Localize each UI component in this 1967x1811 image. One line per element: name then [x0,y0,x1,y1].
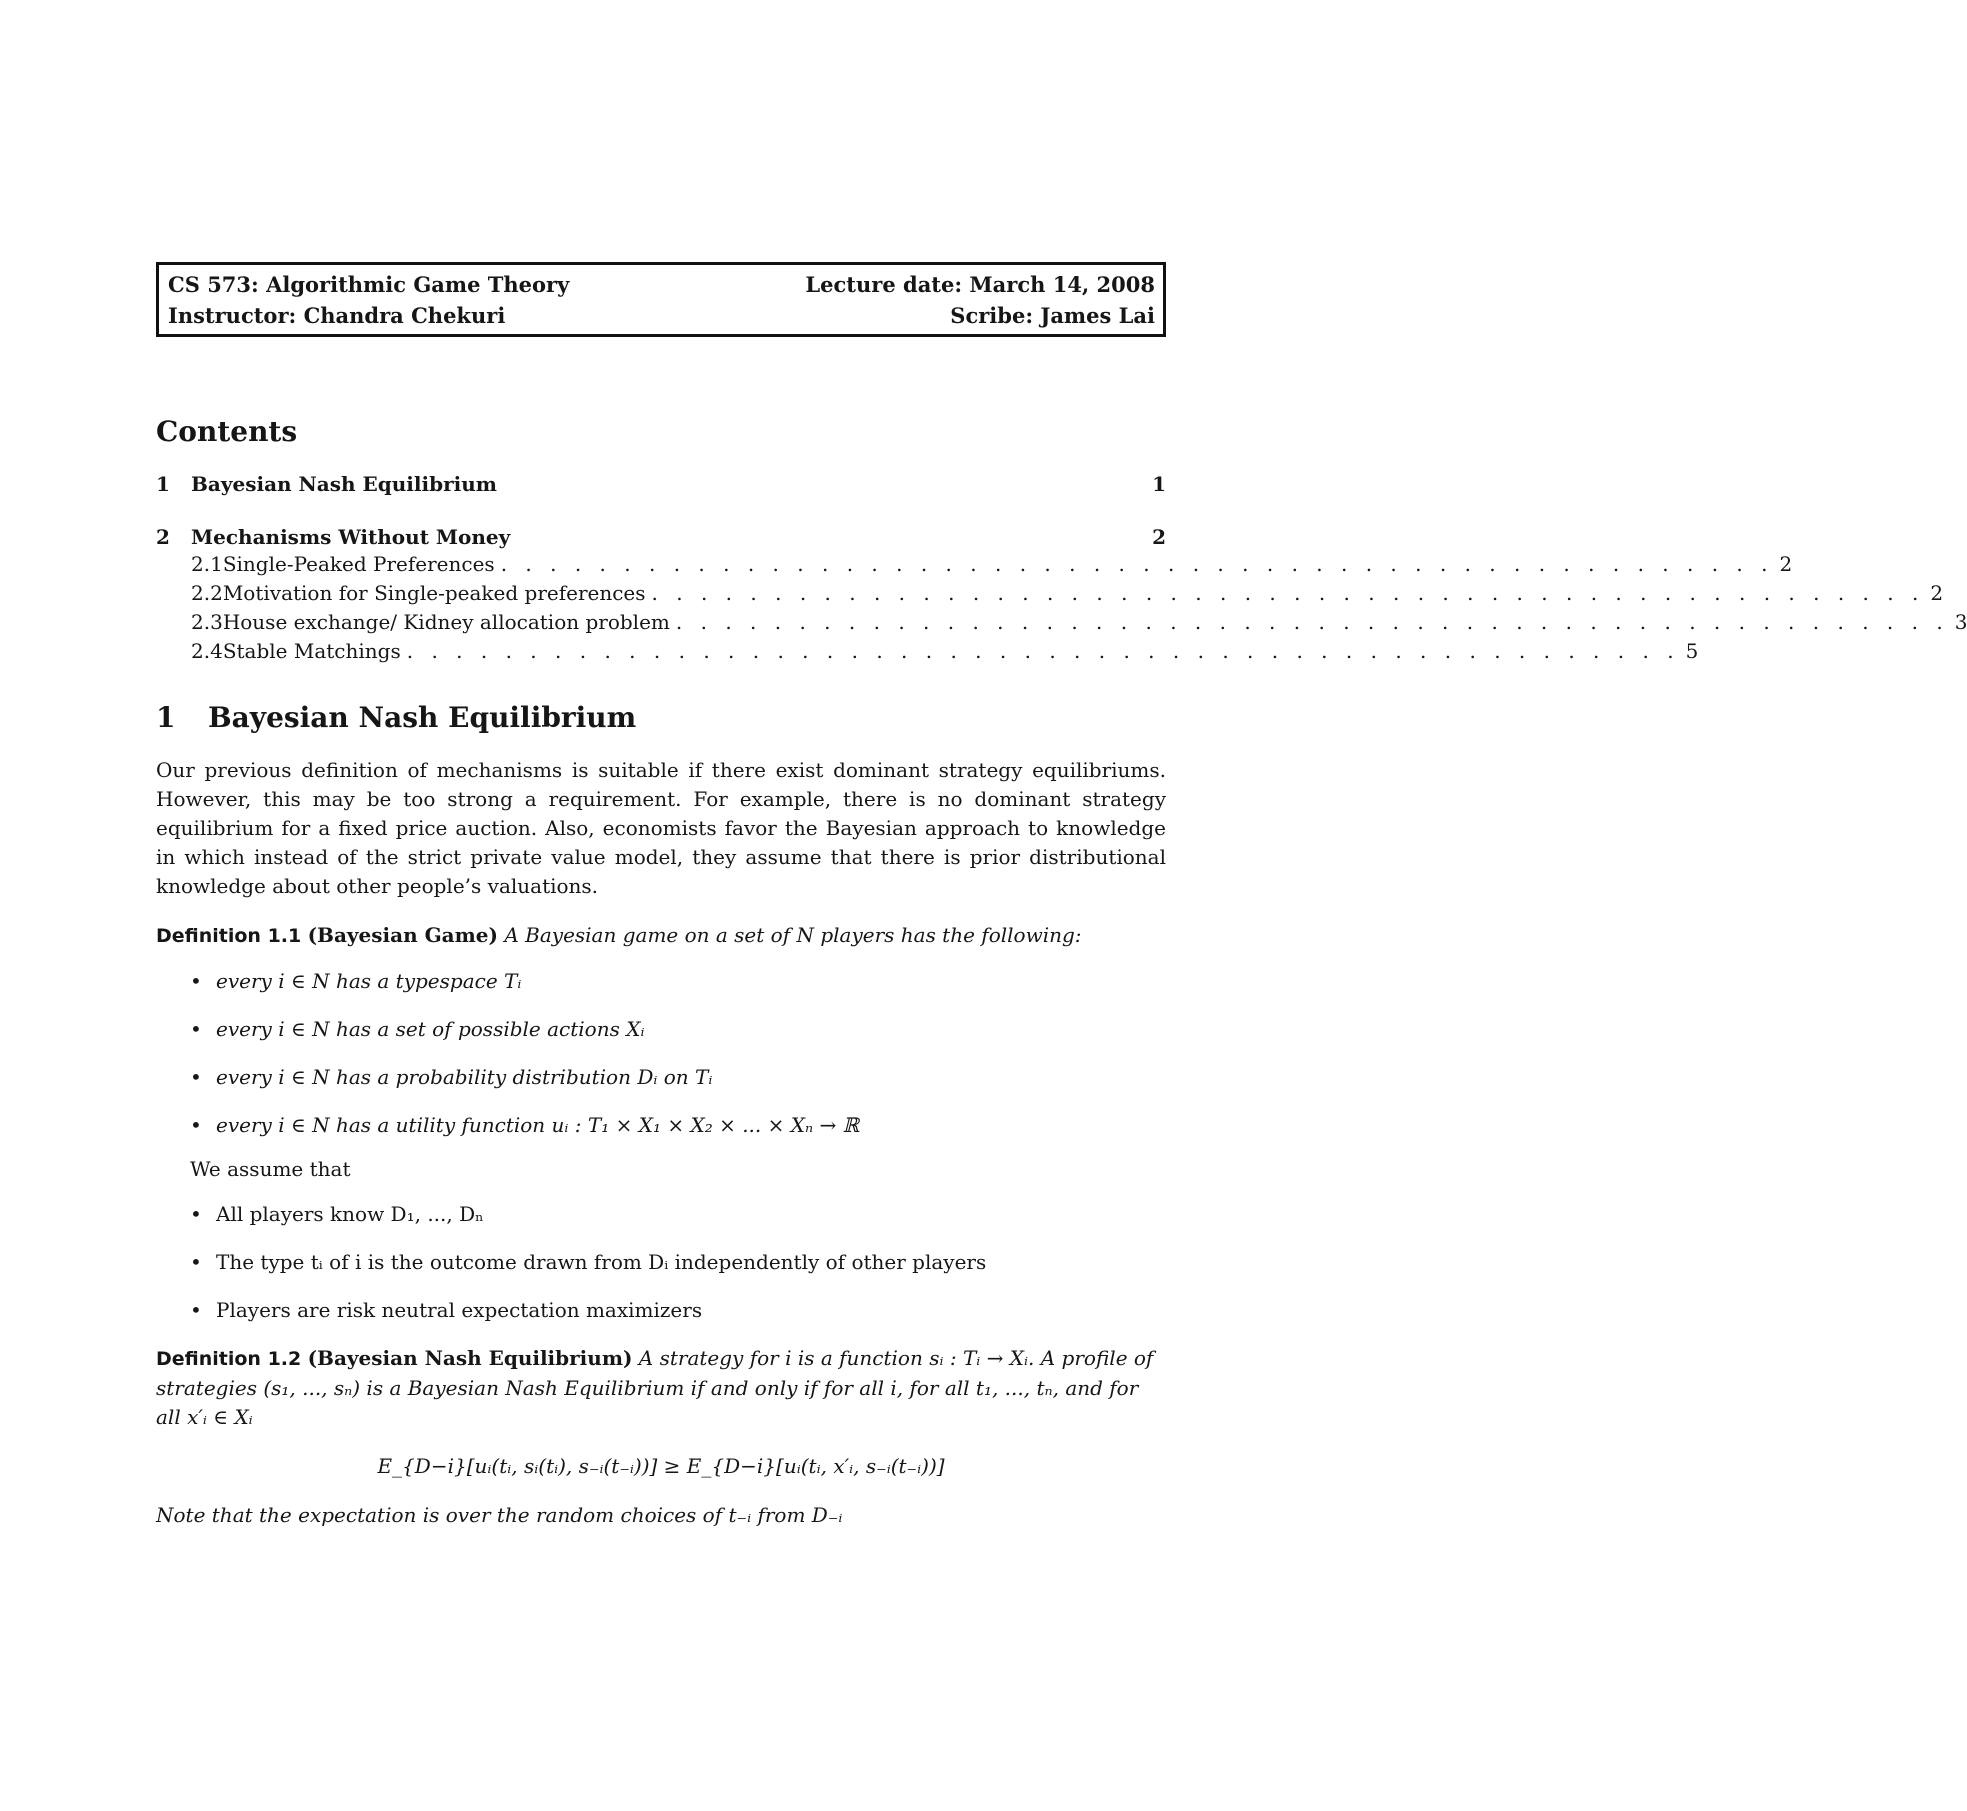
toc-subsection-2-1[interactable] [156,550,1793,579]
definition-name: (Bayesian Nash Equilibrium) [307,1346,633,1370]
toc-leader-dots: . . . . . . . . . . . . . . . . . . . . . . . . . . . . . . . . . . . . . . . . . . . . . . . . . . . . [675,610,1949,634]
assumptions-intro: We assume that [190,1157,351,1181]
toc-leader-dots: . . . . . . . . . . . . . . . . . . . . . . . . . . . . . . . . . . . . . . . . . . . . . . . . . . . . [406,639,1680,663]
section-1-heading [156,700,1166,736]
toc-subsection-number: 2.1 [191,552,223,576]
toc-subsection-title: Stable Matchings [222,639,401,663]
toc-page-number: 2 [1930,581,1944,605]
scribe: Scribe: James Lai [950,303,1155,328]
definition-1-1 [156,921,1166,951]
definition-text: A strategy for i is a function sᵢ : Tᵢ → Xᵢ. A profile of strategies (s₁, ..., sₙ) is a Bayesian Nash Equilibrium if and only if for all i, for all t₁, ..., tₙ, and for all x′ᵢ ∈ Xᵢ [156,1346,1154,1429]
toc-page-number: 3 [1954,610,1967,634]
list-item: • every i ∈ N has a set of possible actions Xᵢ [190,1015,1166,1044]
toc-section-title: Bayesian Nash Equilibrium [191,472,497,496]
section-number: 1 [156,701,176,734]
toc-subsection-number: 2.2 [191,581,223,605]
contents-heading: Contents [156,415,298,448]
bayesian-game-properties [156,967,1166,1140]
toc-leader-dots: . . . . . . . . . . . . . . . . . . . . . . . . . . . . . . . . . . . . . . . . . . . . . . . . . . . . [651,581,1925,605]
toc-subsection-2-2[interactable] [156,579,1944,608]
table-of-contents [156,471,1967,666]
toc-leader-dots: . . . . . . . . . . . . . . . . . . . . . . . . . . . . . . . . . . . . . . . . . . . . . . . . . . . . [500,552,1774,576]
assumptions-list [156,1200,1166,1325]
list-item: • The type tᵢ of i is the outcome drawn from Dᵢ independently of other players [190,1248,1166,1277]
toc-page-number: 1 [1152,472,1166,496]
toc-section-1[interactable] [156,471,1166,497]
expectation-note: Note that the expectation is over the random choices of t₋ᵢ from D₋ᵢ [156,1503,843,1527]
toc-subsection-title: House exchange/ Kidney allocation problem [222,610,670,634]
toc-subsection-2-4[interactable] [156,637,1699,666]
toc-section-2[interactable] [156,524,1166,550]
bne-equation: E_{D−i}[uᵢ(tᵢ, sᵢ(tᵢ), s₋ᵢ(t₋ᵢ))] ≥ E_{D−i}[uᵢ(tᵢ, x′ᵢ, s₋ᵢ(t₋ᵢ))] [377,1454,945,1478]
definition-text: A Bayesian game on a set of N players has the following: [504,923,1082,947]
definition-name: (Bayesian Game) [307,923,498,947]
course-title: CS 573: Algorithmic Game Theory [168,272,570,297]
definition-label: Definition 1.1 [156,925,302,947]
toc-page-number: 5 [1685,639,1699,663]
toc-section-title: Mechanisms Without Money [191,525,511,549]
toc-section-number: 2 [156,525,170,549]
lecture-header-box [156,262,1166,337]
toc-subsection-number: 2.3 [191,610,223,634]
toc-section-number: 1 [156,472,170,496]
intro-paragraph: Our previous definition of mechanisms is suitable if there exist dominant strategy equilibriums. However, this may be too strong a requirement. For example, there is no dominant strategy equilibrium for a fixed price auction. Also, economists favor the Bayesian approach to knowledge in which instead of the strict private value model, they assume that there is prior distributional knowledge about other people’s valuations. [156,758,1166,898]
toc-subsection-2-3[interactable] [156,608,1967,637]
list-item: • All players know D₁, ..., Dₙ [190,1200,1166,1229]
list-item: • every i ∈ N has a utility function uᵢ : T₁ × X₁ × X₂ × ... × Xₙ → ℝ [190,1111,1166,1140]
list-item: • every i ∈ N has a typespace Tᵢ [190,967,1166,996]
toc-subsection-title: Motivation for Single-peaked preferences [222,581,646,605]
lecture-date: Lecture date: March 14, 2008 [805,272,1155,297]
definition-label: Definition 1.2 [156,1348,302,1370]
list-item: • every i ∈ N has a probability distribution Dᵢ on Tᵢ [190,1063,1166,1092]
list-item: • Players are risk neutral expectation maximizers [190,1296,1166,1325]
toc-page-number: 2 [1152,525,1166,549]
section-title: Bayesian Nash Equilibrium [208,701,637,734]
toc-subsection-number: 2.4 [191,639,223,663]
instructor: Instructor: Chandra Chekuri [168,303,506,328]
toc-page-number: 2 [1779,552,1793,576]
toc-subsection-title: Single-Peaked Preferences [222,552,495,576]
paper-page [156,262,1967,1530]
definition-1-2 [156,1344,1166,1432]
